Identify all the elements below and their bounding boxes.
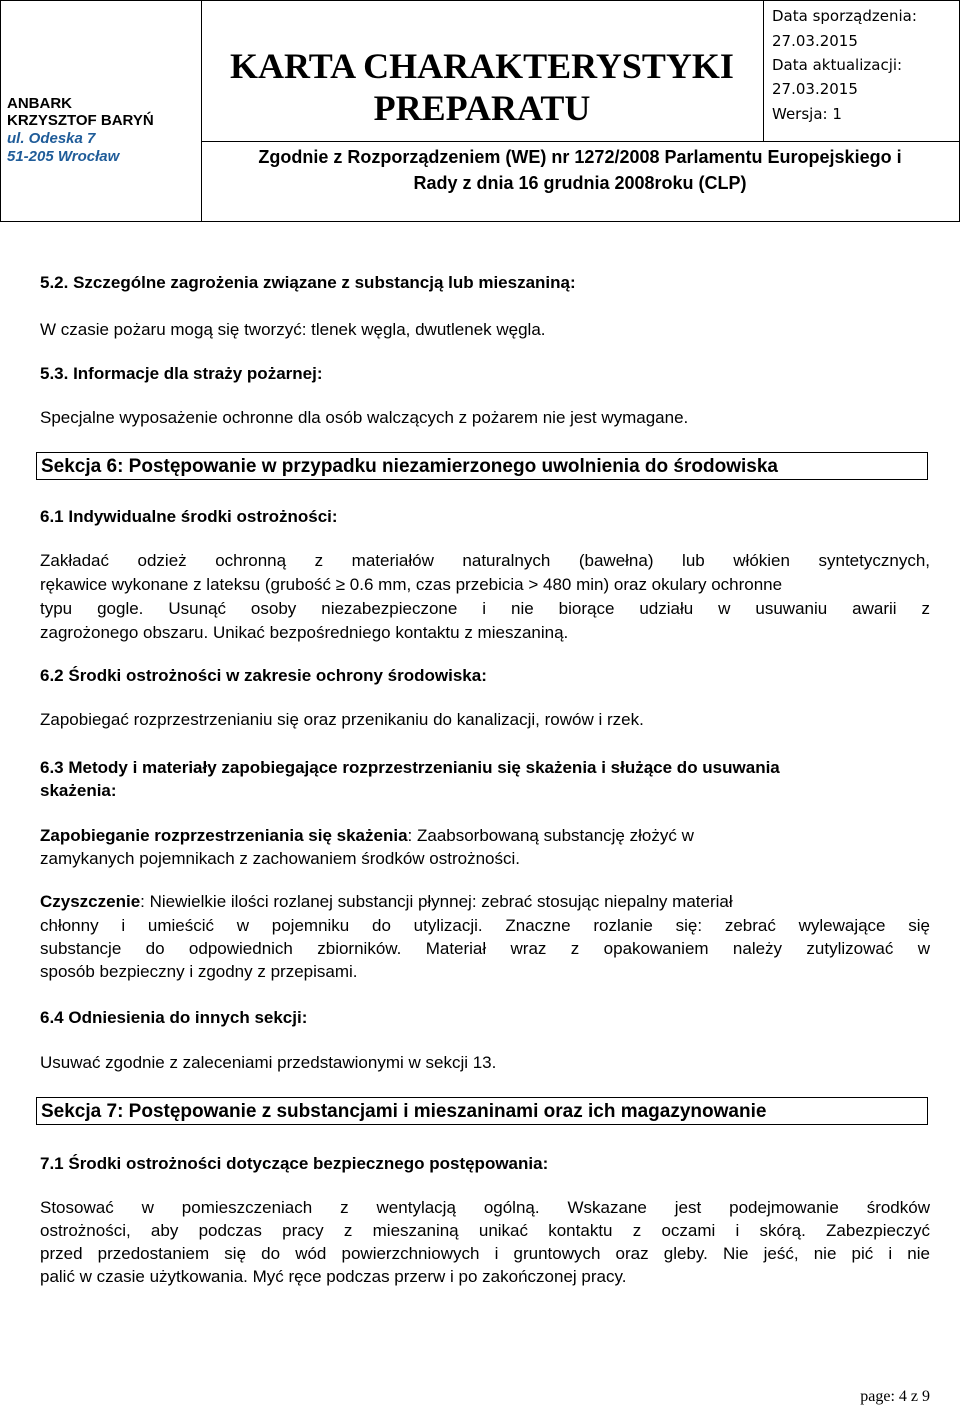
company-city: 51-205 Wrocław (7, 148, 120, 165)
company-block (1, 1, 202, 221)
paragraph-6-3-prevention (40, 824, 930, 847)
heading-5-3: 5.3. Informacje dla straży pożarnej: (40, 364, 323, 383)
paragraph-6-1-line-4: zagrożonego obszaru. Unikać bezpośredniego kontaktu z mieszaniną. (40, 623, 569, 642)
heading-6-4: 6.4 Odniesienia do innych sekcji: (40, 1008, 308, 1027)
regulation-line-2: Rady z dnia 16 grudnia 2008roku (CLP) (413, 173, 747, 193)
regulation-line-1: Zgodnie z Rozporządzeniem (WE) nr 1272/2008 Parlamentu Europejskiego i (258, 147, 902, 167)
paragraph-7-1-line-3: przed przedostaniem się do wód powierzchniowych i gruntowych oraz gleby. Nie jeść, nie pić i nie (40, 1244, 930, 1263)
section-7-title: Sekcja 7: Postępowanie z substancjami i mieszaninami oraz ich magazynowanie (36, 1097, 928, 1125)
paragraph-6-3-cleaning (40, 890, 930, 913)
title-line-1: KARTA CHARAKTERYSTYKI (230, 46, 734, 86)
regulation-note (201, 142, 959, 221)
paragraph-7-1-line-4: palić w czasie użytkowania. Myć ręce podczas przerw i po zakończonej pracy. (40, 1267, 627, 1286)
prevention-label: Zapobieganie rozprzestrzeniania się skażenia (40, 826, 408, 845)
heading-6-3-line-1: 6.3 Metody i materiały zapobiegające rozprzestrzenianiu się skażenia i służące do usuwania (40, 758, 780, 777)
paragraph-7-1-line-2: ostrożności, aby podczas pracy z mieszaniną unikać kontaktu z oczami i skórą. Zabezpieczyć (40, 1221, 930, 1240)
section-6-title: Sekcja 6: Postępowanie w przypadku niezamierzonego uwolnienia do środowiska (36, 452, 928, 480)
date-created: 27.03.2015 (772, 32, 858, 50)
prevention-text-2: zamykanych pojemnikach z zachowaniem środków ostrożności. (40, 849, 520, 868)
prevention-text-1: : Zaabsorbowaną substancję złożyć w (407, 826, 694, 845)
cleaning-text-4: sposób bezpieczny i zgodny z przepisami. (40, 962, 358, 981)
company-owner: KRZYSZTOF BARYŃ (7, 112, 154, 129)
company-name: ANBARK (7, 95, 72, 112)
heading-6-3-line-2: skażenia: (40, 781, 117, 800)
paragraph-6-4: Usuwać zgodnie z zaleceniami przedstawionymi w sekcji 13. (40, 1053, 497, 1072)
cleaning-text-1: : Niewielkie ilości rozlanej substancji płynnej: zebrać stosując niepalny materiał (140, 892, 733, 911)
date-updated: 27.03.2015 (772, 80, 858, 98)
paragraph-5-2: W czasie pożaru mogą się tworzyć: tlenek węgla, dwutlenek węgla. (40, 320, 546, 339)
cleaning-label: Czyszczenie (40, 892, 141, 911)
cleaning-text-3: substancje do odpowiednich zbiorników. Materiał wraz z opakowaniem należy zutylizować w (40, 939, 930, 958)
paragraph-6-1-line-3: typu gogle. Usunąć osoby niezabezpieczone i nie biorące udziału w usuwaniu awarii z (40, 599, 930, 618)
page-number: page: 4 z 9 (860, 1388, 930, 1405)
heading-6-2: 6.2 Środki ostrożności w zakresie ochrony środowiska: (40, 666, 487, 685)
date-created-label: Data sporządzenia: (772, 7, 917, 25)
company-street: ul. Odeska 7 (7, 130, 96, 147)
paragraph-6-1-line-1: Zakładać odzież ochronną z materiałów naturalnych (bawełna) lub włókien syntetycznych, (40, 551, 930, 570)
dates-block (764, 1, 959, 142)
heading-6-1: 6.1 Indywidualne środki ostrożności: (40, 507, 338, 526)
version: Wersja: 1 (772, 105, 842, 123)
document-header (0, 0, 960, 222)
title-line-2: PREPARATU (373, 88, 591, 128)
cleaning-text-2: chłonny i umieścić w pojemniku do utylizacji. Znaczne rozlanie się: zebrać wylewające się (40, 916, 930, 935)
date-updated-label: Data aktualizacji: (772, 56, 903, 74)
paragraph-7-1-line-1: Stosować w pomieszczeniach z wentylacją ogólną. Wskazane jest podejmowanie środków (40, 1198, 930, 1217)
paragraph-5-3: Specjalne wyposażenie ochronne dla osób walczących z pożarem nie jest wymagane. (40, 408, 689, 427)
heading-5-2: 5.2. Szczególne zagrożenia związane z substancją lub mieszaniną: (40, 273, 576, 292)
heading-7-1: 7.1 Środki ostrożności dotyczące bezpiecznego postępowania: (40, 1154, 549, 1173)
paragraph-6-2: Zapobiegać rozprzestrzenianiu się oraz przenikaniu do kanalizacji, rowów i rzek. (40, 710, 644, 729)
document-title (201, 1, 764, 142)
paragraph-6-1-line-2: rękawice wykonane z lateksu (grubość ≥ 0.6 mm, czas przebicia > 480 min) oraz okulary ochronne (40, 575, 783, 594)
